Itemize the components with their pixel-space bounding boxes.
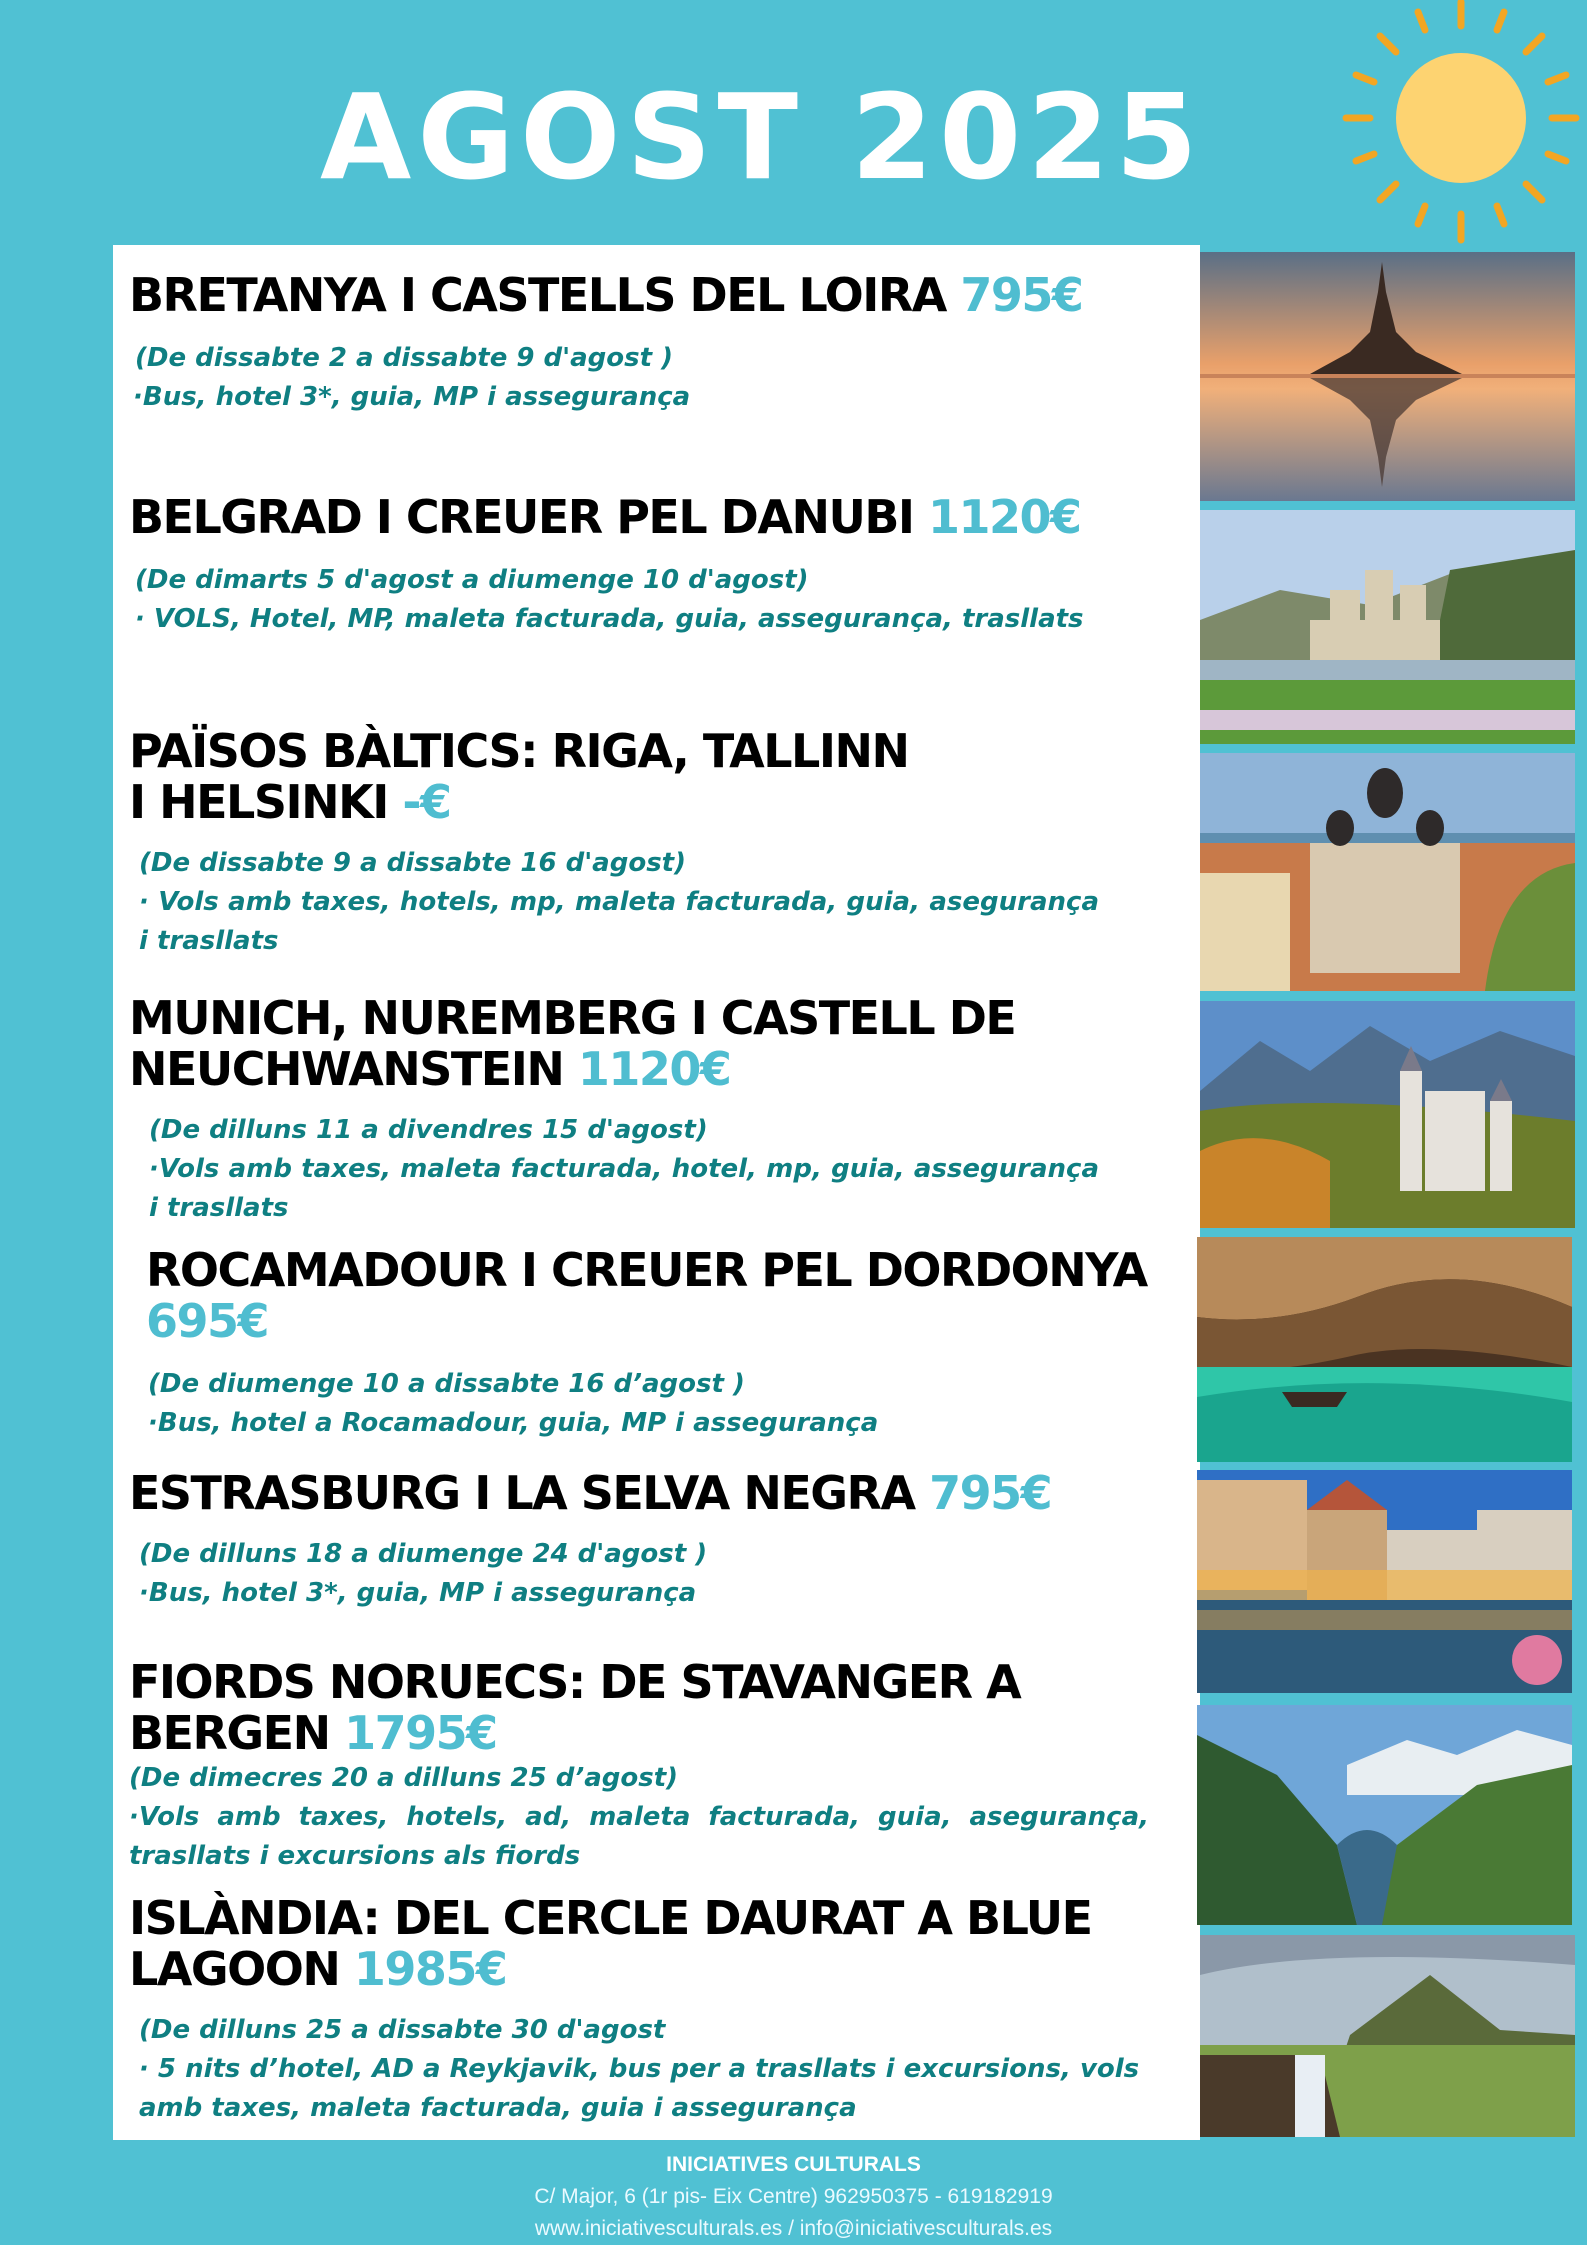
trip-price: 795€ (929, 1466, 1052, 1520)
trip-includes: ·Bus, hotel 3*, guia, MP i assegurança (133, 382, 691, 412)
trip-dates: (De diumenge 10 a dissabte 16 d’agost ) (148, 1369, 745, 1399)
trip-baltics (129, 726, 1189, 961)
trip-includes: ·Bus, hotel 3*, guia, MP i assegurança (139, 1578, 697, 1608)
trip-details (129, 2011, 1199, 2128)
cathedral-photo (1200, 753, 1575, 991)
trip-price: 695€ (146, 1294, 269, 1348)
trip-price: 1985€ (353, 1942, 507, 1996)
trip-details (129, 1759, 1149, 1876)
trip-price: 1120€ (577, 1042, 731, 1096)
trip-estrasburg (129, 1468, 1189, 1613)
trip-includes: ·Vols amb taxes, hotels, ad, maleta facturada, guia, asegurança, trasllats i excursions als fiords (129, 1802, 1149, 1871)
trip-dates: (De dilluns 18 a diumenge 24 d'agost ) (139, 1539, 708, 1569)
trip-details (129, 844, 1099, 961)
header (0, 0, 1587, 245)
trip-munich (129, 993, 1189, 1228)
trip-details (129, 561, 1189, 639)
trip-title: BELGRAD I CREUER PEL DANUBI 1120€ (129, 490, 1081, 544)
trip-includes: · Vols amb taxes, hotels, mp, maleta facturada, guia, asegurança i trasllats (139, 887, 1099, 956)
trip-title: MUNICH, NUREMBERG I CASTELL DE NEUCHWANSTEIN 1120€ (129, 991, 1016, 1096)
trip-title: ISLÀNDIA: DEL CERCLE DAURAT A BLUE LAGOON 1985€ (129, 1891, 1092, 1996)
trip-details (129, 339, 1189, 417)
trip-price: 795€ (960, 268, 1083, 322)
trip-title: BRETANYA I CASTELLS DEL LOIRA 795€ (129, 268, 1083, 322)
trip-title: ESTRASBURG I LA SELVA NEGRA 795€ (129, 1466, 1052, 1520)
trip-includes: · VOLS, Hotel, MP, maleta facturada, guia, assegurança, trasllats (135, 604, 1084, 634)
trip-price: -€ (402, 775, 451, 829)
trip-islandia (129, 1893, 1194, 2128)
trip-dates: (De dimecres 20 a dilluns 25 d’agost) (129, 1763, 679, 1793)
footer (0, 2140, 1587, 2245)
trip-dates: (De dilluns 25 a dissabte 30 d'agost (139, 2015, 666, 2045)
trip-dates: (De dimarts 5 d'agost a diumenge 10 d'agost) (135, 565, 809, 595)
trip-belgrad (129, 492, 1189, 639)
trip-includes: · 5 nits d’hotel, AD a Reykjavik, bus per a trasllats i excursions, vols amb taxes, maleta facturada, guia i assegurança (139, 2054, 1140, 2123)
trip-dates: (De dissabte 2 a dissabte 9 d'agost ) (135, 343, 673, 373)
trip-includes: ·Vols amb taxes, maleta facturada, hotel, mp, guia, assegurança i trasllats (149, 1154, 1099, 1223)
strasbourg-canal-photo (1197, 1470, 1572, 1693)
trip-bretanya (129, 270, 1189, 417)
trip-includes: ·Bus, hotel a Rocamadour, guia, MP i assegurança (148, 1408, 879, 1438)
trip-title: PAÏSOS BÀLTICS: RIGA, TALLINN I HELSINKI -€ (129, 724, 909, 829)
trip-price: 1795€ (344, 1706, 497, 1760)
fortress-photo (1200, 510, 1575, 744)
footer-web[interactable]: www.iniciativesculturals.es / info@iniciativesculturals.es (534, 2217, 1053, 2240)
footer-address: C/ Major, 6 (1r pis- Eix Centre) 962950375 - 619182919 (534, 2185, 1053, 2208)
page-title: AGOST 2025 (320, 68, 1204, 206)
trip-fiords (129, 1657, 1189, 1876)
neuschwanstein-photo (1200, 1001, 1575, 1228)
iceland-waterfall-photo (1200, 1935, 1575, 2137)
trip-details (146, 1365, 1196, 1443)
fjord-photo (1197, 1705, 1572, 1925)
trip-rocamadour (146, 1245, 1196, 1443)
trip-price: 1120€ (928, 490, 1081, 544)
trip-details (129, 1111, 1099, 1228)
footer-org: INICIATIVES CULTURALS (666, 2153, 921, 2176)
trip-dates: (De dissabte 9 a dissabte 16 d'agost) (139, 848, 686, 878)
trip-title: ROCAMADOUR I CREUER PEL DORDONYA 695€ (146, 1243, 1147, 1348)
trip-dates: (De dilluns 11 a divendres 15 d'agost) (149, 1115, 708, 1145)
trip-title: FIORDS NORUECS: DE STAVANGER A BERGEN 1795€ (129, 1655, 1021, 1760)
mont-saint-michel-photo (1200, 252, 1575, 501)
cave-river-photo (1197, 1237, 1572, 1462)
sun-icon (1330, 0, 1587, 245)
trip-details (129, 1535, 1189, 1613)
